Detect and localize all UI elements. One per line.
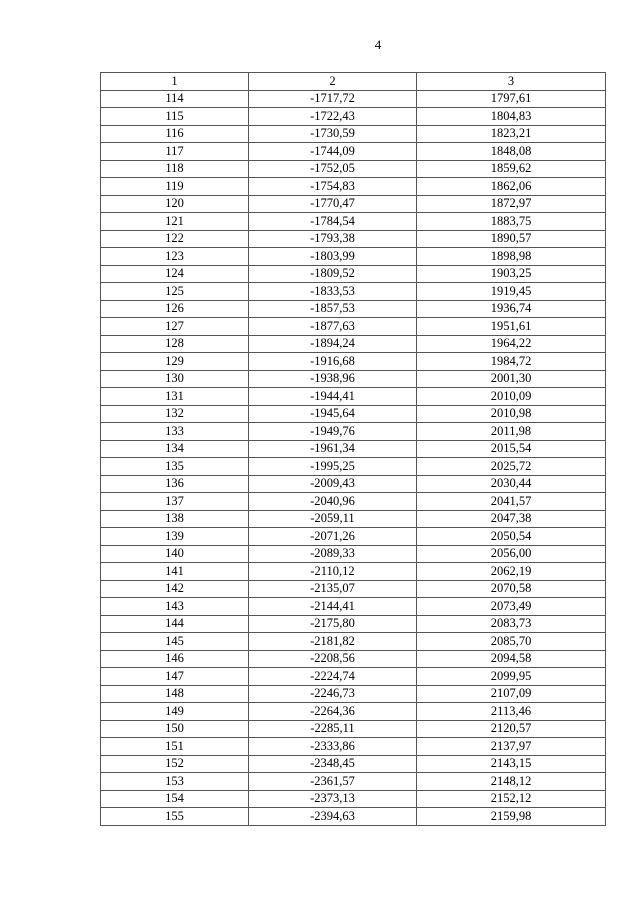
column-2-value-cell: -2394,63: [249, 808, 417, 826]
column-2-value-cell: -1857,53: [249, 300, 417, 318]
column-3-value-cell: 2085,70: [417, 633, 606, 651]
column-3-value-cell: 2099,95: [417, 668, 606, 686]
row-index-cell: 144: [101, 615, 249, 633]
column-2-value-cell: -2071,26: [249, 528, 417, 546]
row-index-cell: 115: [101, 108, 249, 126]
row-index-cell: 138: [101, 510, 249, 528]
column-3-value-cell: 2137,97: [417, 738, 606, 756]
column-3-value-cell: 2010,98: [417, 405, 606, 423]
row-index-cell: 123: [101, 248, 249, 266]
table-row: [101, 353, 606, 371]
table-row: [101, 283, 606, 301]
table-row: [101, 703, 606, 721]
table-row: [101, 633, 606, 651]
table-row: [101, 213, 606, 231]
column-3-value-cell: 2011,98: [417, 423, 606, 441]
table-row: [101, 405, 606, 423]
table-row: [101, 493, 606, 511]
row-index-cell: 151: [101, 738, 249, 756]
column-2-value-cell: -1995,25: [249, 458, 417, 476]
column-3-value-cell: 2120,57: [417, 720, 606, 738]
table-row: [101, 510, 606, 528]
column-3-value-cell: 2107,09: [417, 685, 606, 703]
row-index-cell: 134: [101, 440, 249, 458]
column-2-value-cell: -2373,13: [249, 790, 417, 808]
table-row: [101, 388, 606, 406]
column-3-value-cell: 1919,45: [417, 283, 606, 301]
table-row: [101, 458, 606, 476]
column-2-value-cell: -1784,54: [249, 213, 417, 231]
column-3-value-cell: 2143,15: [417, 755, 606, 773]
row-index-cell: 142: [101, 580, 249, 598]
row-index-cell: 136: [101, 475, 249, 493]
column-2-value-cell: -2246,73: [249, 685, 417, 703]
column-3-value-cell: 2047,38: [417, 510, 606, 528]
table-row: [101, 545, 606, 563]
column-2-value-cell: -2224,74: [249, 668, 417, 686]
column-2-value-cell: -1833,53: [249, 283, 417, 301]
column-3-value-cell: 2148,12: [417, 773, 606, 791]
column-3-value-cell: 2025,72: [417, 458, 606, 476]
row-index-cell: 140: [101, 545, 249, 563]
column-3-value-cell: 1804,83: [417, 108, 606, 126]
table-row: [101, 143, 606, 161]
column-3-value-cell: 2083,73: [417, 615, 606, 633]
table-body: [101, 73, 606, 826]
row-index-cell: 154: [101, 790, 249, 808]
table-row: [101, 370, 606, 388]
column-3-value-cell: 1951,61: [417, 318, 606, 336]
column-3-value-cell: 2073,49: [417, 598, 606, 616]
row-index-cell: 127: [101, 318, 249, 336]
column-3-value-cell: 2050,54: [417, 528, 606, 546]
column-3-value-cell: 2070,58: [417, 580, 606, 598]
column-2-value-cell: -1730,59: [249, 125, 417, 143]
table-row: [101, 528, 606, 546]
row-index-cell: 152: [101, 755, 249, 773]
row-index-cell: 150: [101, 720, 249, 738]
column-3-value-cell: 1984,72: [417, 353, 606, 371]
column-2-value-cell: -1752,05: [249, 160, 417, 178]
page-number: 4: [374, 37, 382, 52]
column-2-value-cell: -1717,72: [249, 90, 417, 108]
table-row: [101, 160, 606, 178]
column-2-value-cell: -2208,56: [249, 650, 417, 668]
row-index-cell: 117: [101, 143, 249, 161]
column-2-value-cell: -2135,07: [249, 580, 417, 598]
row-index-cell: 122: [101, 230, 249, 248]
column-3-value-cell: 2041,57: [417, 493, 606, 511]
column-3-value-cell: 2010,09: [417, 388, 606, 406]
table-row: [101, 598, 606, 616]
table-row: [101, 335, 606, 353]
table-row: [101, 248, 606, 266]
table-row: [101, 563, 606, 581]
column-3-value-cell: 1898,98: [417, 248, 606, 266]
row-index-cell: 146: [101, 650, 249, 668]
table-row: [101, 580, 606, 598]
table-row: [101, 90, 606, 108]
table-row: [101, 423, 606, 441]
column-2-value-cell: -2348,45: [249, 755, 417, 773]
column-2-value-cell: -2110,12: [249, 563, 417, 581]
column-3-value-cell: 1903,25: [417, 265, 606, 283]
table-row: [101, 318, 606, 336]
column-3-value-cell: 1797,61: [417, 90, 606, 108]
table-row: [101, 738, 606, 756]
table-row: [101, 615, 606, 633]
column-3-value-cell: 1890,57: [417, 230, 606, 248]
column-2-value-cell: -1938,96: [249, 370, 417, 388]
row-index-cell: 137: [101, 493, 249, 511]
table-row: [101, 300, 606, 318]
table-row: [101, 108, 606, 126]
column-3-value-cell: 1883,75: [417, 213, 606, 231]
table-row: [101, 808, 606, 826]
row-index-cell: 147: [101, 668, 249, 686]
table-row: [101, 440, 606, 458]
data-table: [100, 72, 606, 826]
column-3-value-cell: 2001,30: [417, 370, 606, 388]
column-2-value-cell: -1803,99: [249, 248, 417, 266]
table-row: [101, 668, 606, 686]
column-3-value-cell: 1964,22: [417, 335, 606, 353]
table-row: [101, 230, 606, 248]
table-row: [101, 773, 606, 791]
column-2-value-cell: -1809,52: [249, 265, 417, 283]
column-2-value-cell: -2175,80: [249, 615, 417, 633]
column-3-value-cell: 2062,19: [417, 563, 606, 581]
row-index-cell: 153: [101, 773, 249, 791]
column-3-value-cell: 2056,00: [417, 545, 606, 563]
column-2-value-cell: -2181,82: [249, 633, 417, 651]
column-3-value-cell: 1848,08: [417, 143, 606, 161]
column-2-value-cell: -1949,76: [249, 423, 417, 441]
row-index-cell: 148: [101, 685, 249, 703]
table-row: [101, 650, 606, 668]
column-2-value-cell: -1877,63: [249, 318, 417, 336]
row-index-cell: 125: [101, 283, 249, 301]
row-index-cell: 116: [101, 125, 249, 143]
table-row: [101, 195, 606, 213]
column-header: 2: [249, 73, 417, 91]
table-row: [101, 685, 606, 703]
row-index-cell: 130: [101, 370, 249, 388]
table-header-row: [101, 73, 606, 91]
row-index-cell: 129: [101, 353, 249, 371]
table-row: [101, 475, 606, 493]
column-3-value-cell: 1823,21: [417, 125, 606, 143]
column-2-value-cell: -2144,41: [249, 598, 417, 616]
row-index-cell: 143: [101, 598, 249, 616]
column-3-value-cell: 2015,54: [417, 440, 606, 458]
column-2-value-cell: -1754,83: [249, 178, 417, 196]
column-2-value-cell: -2285,11: [249, 720, 417, 738]
row-index-cell: 119: [101, 178, 249, 196]
column-2-value-cell: -1945,64: [249, 405, 417, 423]
row-index-cell: 121: [101, 213, 249, 231]
column-2-value-cell: -1770,47: [249, 195, 417, 213]
row-index-cell: 133: [101, 423, 249, 441]
table-row: [101, 125, 606, 143]
row-index-cell: 124: [101, 265, 249, 283]
column-3-value-cell: 2152,12: [417, 790, 606, 808]
column-header: 3: [417, 73, 606, 91]
column-2-value-cell: -2089,33: [249, 545, 417, 563]
table-row: [101, 755, 606, 773]
table-row: [101, 178, 606, 196]
table-row: [101, 720, 606, 738]
column-3-value-cell: 1862,06: [417, 178, 606, 196]
column-2-value-cell: -1744,09: [249, 143, 417, 161]
column-2-value-cell: -2059,11: [249, 510, 417, 528]
column-header: 1: [101, 73, 249, 91]
row-index-cell: 132: [101, 405, 249, 423]
row-index-cell: 155: [101, 808, 249, 826]
column-2-value-cell: -2009,43: [249, 475, 417, 493]
column-3-value-cell: 2159,98: [417, 808, 606, 826]
column-3-value-cell: 1872,97: [417, 195, 606, 213]
row-index-cell: 141: [101, 563, 249, 581]
row-index-cell: 118: [101, 160, 249, 178]
table-row: [101, 790, 606, 808]
table-row: [101, 265, 606, 283]
row-index-cell: 131: [101, 388, 249, 406]
column-2-value-cell: -1961,34: [249, 440, 417, 458]
column-3-value-cell: 2094,58: [417, 650, 606, 668]
row-index-cell: 128: [101, 335, 249, 353]
column-2-value-cell: -1944,41: [249, 388, 417, 406]
row-index-cell: 139: [101, 528, 249, 546]
column-3-value-cell: 1859,62: [417, 160, 606, 178]
column-3-value-cell: 2030,44: [417, 475, 606, 493]
column-2-value-cell: -1916,68: [249, 353, 417, 371]
column-2-value-cell: -2264,36: [249, 703, 417, 721]
column-2-value-cell: -2040,96: [249, 493, 417, 511]
column-3-value-cell: 2113,46: [417, 703, 606, 721]
column-2-value-cell: -2361,57: [249, 773, 417, 791]
row-index-cell: 126: [101, 300, 249, 318]
row-index-cell: 145: [101, 633, 249, 651]
row-index-cell: 120: [101, 195, 249, 213]
column-2-value-cell: -2333,86: [249, 738, 417, 756]
column-2-value-cell: -1722,43: [249, 108, 417, 126]
row-index-cell: 114: [101, 90, 249, 108]
row-index-cell: 135: [101, 458, 249, 476]
column-2-value-cell: -1894,24: [249, 335, 417, 353]
column-3-value-cell: 1936,74: [417, 300, 606, 318]
row-index-cell: 149: [101, 703, 249, 721]
column-2-value-cell: -1793,38: [249, 230, 417, 248]
